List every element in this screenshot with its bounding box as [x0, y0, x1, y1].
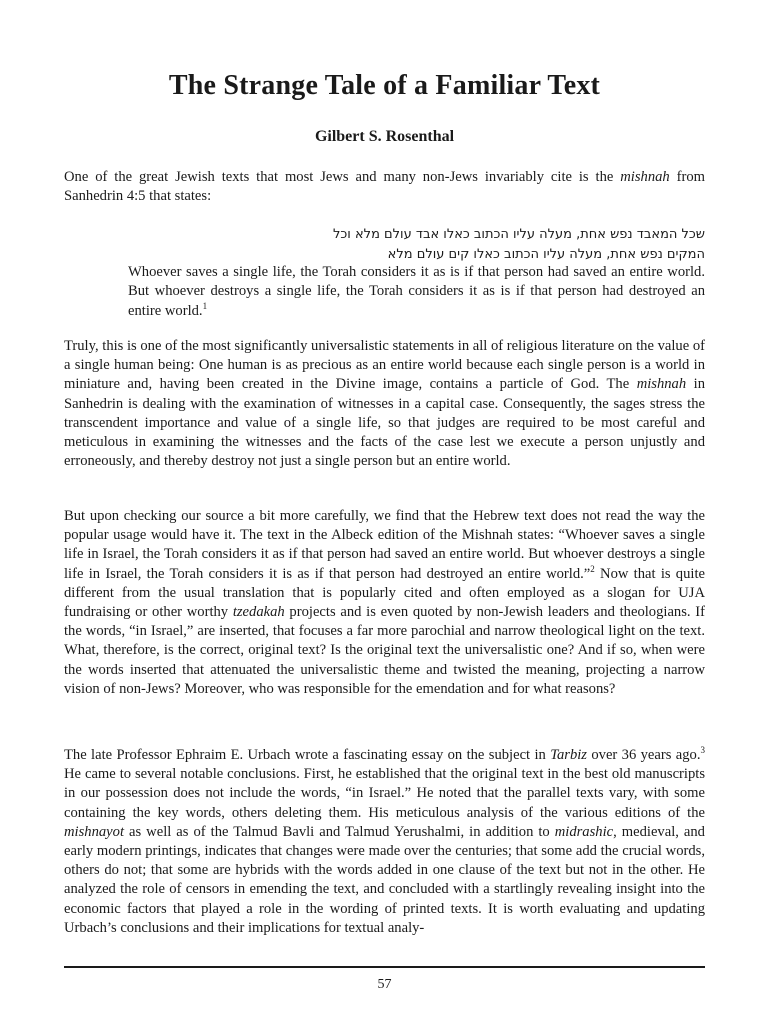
paragraph-4-text-c: He came to several notable conclusions. First, he established that the original text in the best old manuscripts in our possession does not include the words, “in Israel.” He noted that the parallel texts vary, with some containing the key words, others deleting them. His meticulous analysis of the various editions of the	[64, 766, 705, 821]
paragraph-3-text-b: Now that is quite different from the usual translation that is popularly cited and often employed as a slogan for UJA fundraising or other worthy	[64, 565, 705, 621]
page-number: 57	[377, 977, 392, 992]
hebrew-line-2: המקים נפש אחת, מעלה עליו הכתוב כאלו קים עולם מלא	[387, 247, 705, 262]
paragraph-2-text-a: Truly, this is one of the most significantly universalistic statements in all of religious literature on the value of a single human being: One human is as precious as an entire world because each single person is a world in miniature and, having been created in the Divine image, contains a particle of God. The	[64, 338, 705, 393]
footnote-ref-2: 2	[590, 563, 595, 574]
paragraph-4-italic-3: midrashic	[554, 823, 614, 840]
translation-blockquote	[128, 263, 705, 321]
paragraph-2-italic: mishnah	[636, 376, 687, 393]
paragraph-3	[64, 507, 705, 699]
paragraph-4-text-d: as well as of the Talmud Bavli and Talmud Yerushalmi, in addition to	[124, 823, 555, 840]
quote-text: Whoever saves a single life, the Torah considers it as is if that person had saved an entire world. But whoever destroys a single life, the Torah considers it as is if that person had destroyed an entire world.	[128, 264, 705, 319]
paragraph-1	[64, 168, 705, 206]
paragraph-3-text-c: projects and is even quoted by non-Jewish leaders and theologians. If the words, “in Israel,” are inserted, that focuses a far more parochial and narrow theological light on the text. What, therefore, is the correct, original text? Is the original text the universalistic one? And if so, when were the words inserted that attenuated the universalistic theme and twisted the meaning, projecting a narrow vision of non-Jews? Moreover, who was responsible for the emendation and for what reasons?	[64, 604, 705, 697]
paragraph-1-text-a: One of the great Jewish texts that most Jews and many non-Jews invariably cite is the	[64, 169, 621, 185]
article-title: The Strange Tale of a Familiar Text	[168, 70, 601, 101]
author-name: Gilbert S. Rosenthal	[314, 128, 455, 145]
paragraph-3-text-a: But upon checking our source a bit more carefully, we find that the Hebrew text does not read the way the popular usage would have it. The text in the Albeck edition of the Mishnah states: “Whoever saves a single life in Israel, the Torah considers it as if that person had saved an entire world. But whoever destroys a single life in Israel, the Torah considers it is as if that person had destroyed an entire world.”	[64, 508, 705, 582]
paragraph-4	[64, 746, 705, 938]
footnote-ref-1: 1	[202, 300, 208, 311]
footnote-ref-3: 3	[700, 745, 705, 756]
footer-rule	[64, 966, 705, 968]
hebrew-line-1: שכל המאבד נפש אחת, מעלה עליו הכתוב כאלו אבד עולם מלא וכל	[333, 227, 705, 242]
paragraph-4-text-a: The late Professor Ephraim E. Urbach wrote a fascinating essay on the subject in	[64, 747, 551, 763]
paragraph-1-text-b: from Sanhedrin 4:5 that states:	[64, 169, 705, 205]
hebrew-quote	[128, 225, 705, 265]
paragraph-4-italic-2: mishnayot	[64, 823, 124, 840]
paragraph-2	[64, 337, 705, 471]
paragraph-2-text-b: in Sanhedrin is dealing with the examination of witnesses in a capital case. Consequently, the sages stress the transcendent importance and value of a single life, so that judges are required to be most careful and meticulous in examining the witnesses and the facts of the case lest we execute a person unjustly and erroneously, and thereby destroy not just a single person but an entire world.	[64, 376, 705, 470]
paragraph-3-italic: tzedakah	[232, 604, 285, 621]
paragraph-4-text-e: , medieval, and early modern printings, indicates that changes were made over the centuries; that some add the crucial words, others do not; that some are hybrids with the words added in one clause of the text but not in the other. He analyzed the role of censors in emending the text, and concluded with a startlingly revealing insight into the economic factors that played a role in the wording of printed texts. It is worth evaluating and updating Urbach’s conclusions and their implications for textual analy-	[64, 823, 705, 936]
paragraph-1-italic: mishnah	[620, 169, 670, 185]
paragraph-4-text-b: over 36 years ago.	[587, 747, 701, 763]
paragraph-4-italic-1: Tarbiz	[550, 747, 587, 763]
